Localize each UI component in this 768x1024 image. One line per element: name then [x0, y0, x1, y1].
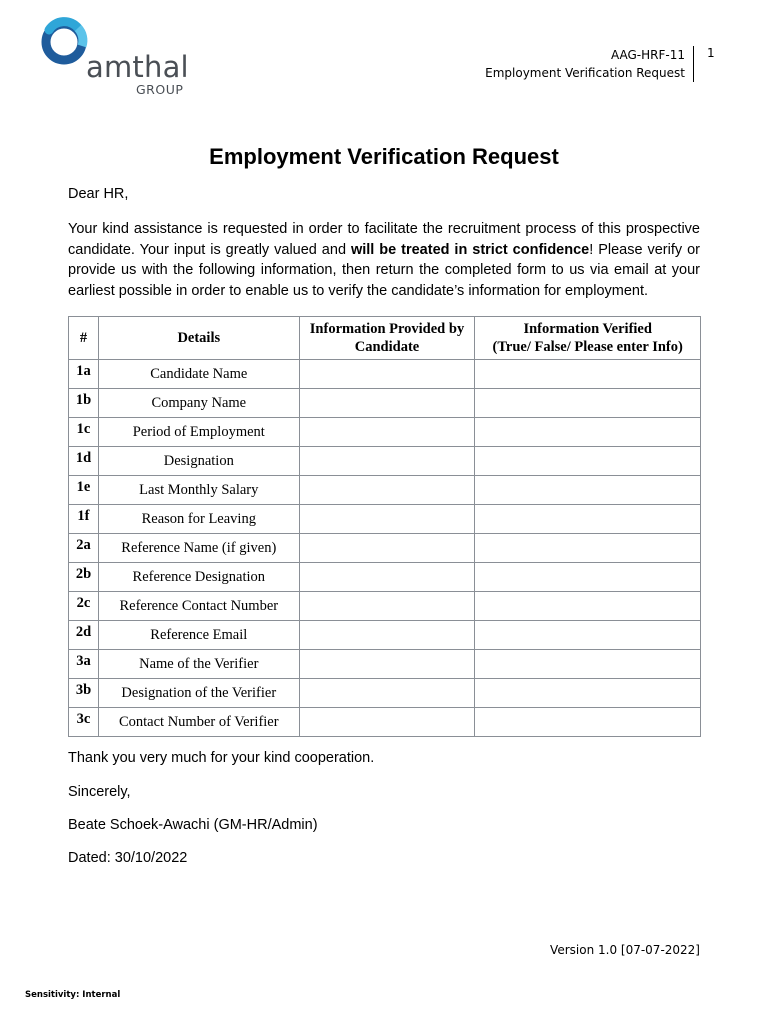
row-detail: Reference Contact Number	[98, 592, 299, 621]
table-header-row	[69, 317, 701, 360]
row-number: 3a	[69, 650, 99, 679]
thanks-line: Thank you very much for your kind cooperation.	[68, 750, 375, 766]
candidate-info-cell[interactable]	[299, 621, 475, 650]
row-number: 2d	[69, 621, 99, 650]
row-detail: Period of Employment	[98, 418, 299, 447]
row-number: 3b	[69, 679, 99, 708]
table-row	[69, 592, 701, 621]
verified-info-cell[interactable]	[475, 505, 701, 534]
candidate-info-cell[interactable]	[299, 679, 475, 708]
table-row	[69, 360, 701, 389]
candidate-info-cell[interactable]	[299, 650, 475, 679]
row-number: 1f	[69, 505, 99, 534]
candidate-info-cell[interactable]	[299, 592, 475, 621]
row-detail: Designation of the Verifier	[98, 679, 299, 708]
row-number: 1c	[69, 418, 99, 447]
candidate-info-cell[interactable]	[299, 505, 475, 534]
verification-table	[68, 316, 701, 737]
intro-paragraph	[68, 219, 700, 302]
row-number: 2c	[69, 592, 99, 621]
sensitivity-label: Sensitivity: Internal	[25, 990, 121, 1000]
row-number: 1d	[69, 447, 99, 476]
intro-text-2: ! Please verify or provide us with the following information, then return the completed form to us via email at your earliest possible in order to enable us to verify the candidate’s information for employment.	[68, 241, 700, 300]
header-number: #	[69, 317, 99, 360]
row-number: 1b	[69, 389, 99, 418]
candidate-info-cell[interactable]	[299, 418, 475, 447]
verified-info-cell[interactable]	[475, 447, 701, 476]
table-row	[69, 534, 701, 563]
page-number: 1	[707, 46, 715, 60]
logo-group-text: GROUP	[136, 82, 184, 97]
candidate-info-cell[interactable]	[299, 476, 475, 505]
row-number: 2a	[69, 534, 99, 563]
intro-text-1: Your kind assistance is requested in order to facilitate the recruitment process of this prospective candidate. Your input is greatly valued and	[68, 221, 700, 258]
verified-info-cell[interactable]	[475, 650, 701, 679]
table-row	[69, 476, 701, 505]
verified-info-cell[interactable]	[475, 621, 701, 650]
date-line: Dated: 30/10/2022	[68, 850, 188, 866]
header-info-verified	[475, 317, 701, 360]
row-number: 1a	[69, 360, 99, 389]
sign-off: Sincerely,	[68, 784, 131, 800]
table-row	[69, 447, 701, 476]
page-title: Employment Verification Request	[209, 144, 559, 169]
row-number: 2b	[69, 563, 99, 592]
header-details: Details	[98, 317, 299, 360]
version-label: Version 1.0 [07-07-2022]	[550, 943, 700, 957]
row-detail: Reference Email	[98, 621, 299, 650]
candidate-info-cell[interactable]	[299, 389, 475, 418]
row-detail: Reason for Leaving	[98, 505, 299, 534]
table-row	[69, 708, 701, 737]
verified-info-cell[interactable]	[475, 534, 701, 563]
document-header	[485, 46, 694, 82]
candidate-info-cell[interactable]	[299, 534, 475, 563]
candidate-info-cell[interactable]	[299, 563, 475, 592]
candidate-info-cell[interactable]	[299, 360, 475, 389]
company-logo	[40, 16, 190, 100]
row-number: 3c	[69, 708, 99, 737]
table-row	[69, 650, 701, 679]
row-detail: Reference Name (if given)	[98, 534, 299, 563]
greeting: Dear HR,	[68, 186, 129, 202]
table-row	[69, 563, 701, 592]
table-row	[69, 679, 701, 708]
header-document-title: Employment Verification Request	[485, 66, 685, 80]
candidate-info-cell[interactable]	[299, 708, 475, 737]
row-detail: Company Name	[98, 389, 299, 418]
header-info-provided	[299, 317, 475, 360]
signatory: Beate Schoek-Awachi (GM-HR/Admin)	[68, 817, 318, 833]
table-row	[69, 621, 701, 650]
row-detail: Reference Designation	[98, 563, 299, 592]
verified-info-cell[interactable]	[475, 592, 701, 621]
row-detail: Last Monthly Salary	[98, 476, 299, 505]
verified-info-cell[interactable]	[475, 418, 701, 447]
row-detail: Contact Number of Verifier	[98, 708, 299, 737]
header-info-provided-line1: Information Provided by	[309, 321, 465, 337]
row-detail: Designation	[98, 447, 299, 476]
table-row	[69, 505, 701, 534]
verified-info-cell[interactable]	[475, 563, 701, 592]
intro-bold-text: will be treated in strict confidence	[350, 241, 590, 258]
row-number: 1e	[69, 476, 99, 505]
verified-info-cell[interactable]	[475, 360, 701, 389]
table-row	[69, 418, 701, 447]
header-info-verified-line1: Information Verified	[523, 321, 652, 337]
document-code: AAG-HRF-11	[610, 48, 685, 62]
header-info-verified-line2: (True/ False/ Please enter Info)	[492, 339, 683, 355]
table-row	[69, 389, 701, 418]
row-detail: Candidate Name	[98, 360, 299, 389]
candidate-info-cell[interactable]	[299, 447, 475, 476]
header-info-provided-line2: Candidate	[354, 339, 420, 355]
row-detail: Name of the Verifier	[98, 650, 299, 679]
verified-info-cell[interactable]	[475, 708, 701, 737]
logo-wordmark: amthal	[86, 50, 189, 84]
verified-info-cell[interactable]	[475, 476, 701, 505]
verified-info-cell[interactable]	[475, 389, 701, 418]
verified-info-cell[interactable]	[475, 679, 701, 708]
